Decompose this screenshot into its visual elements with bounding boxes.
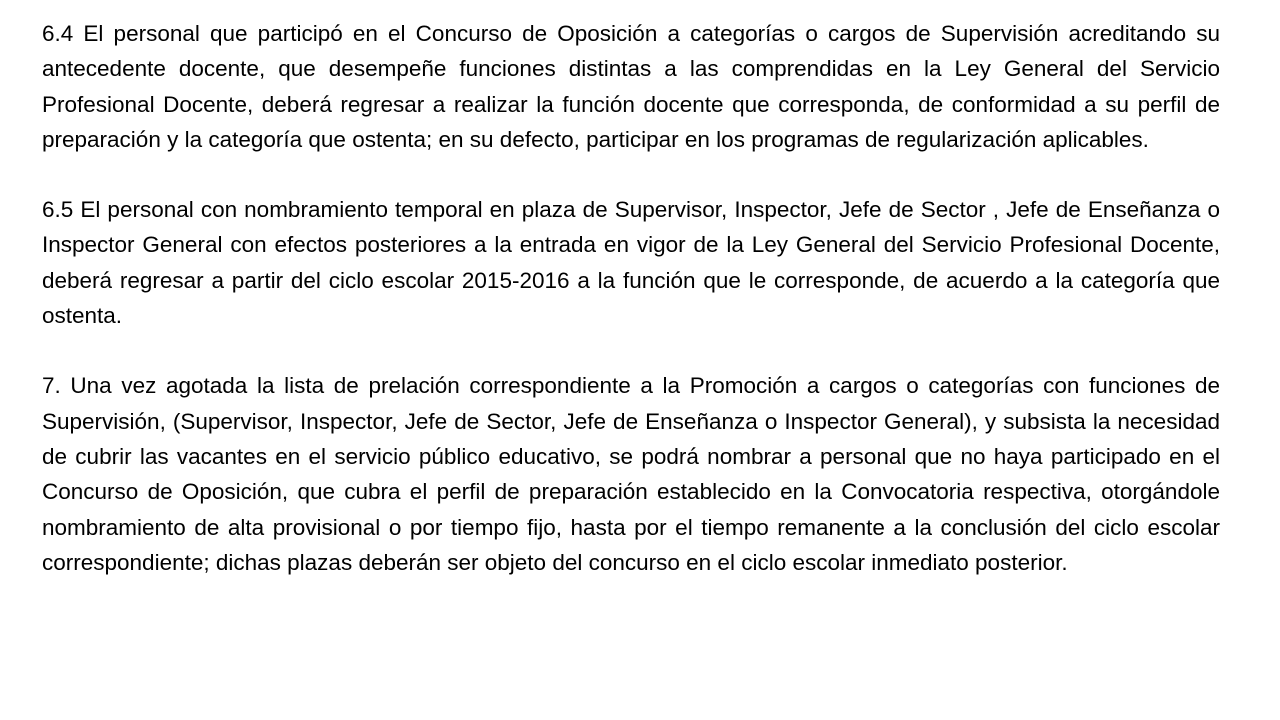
paragraph-spacer (42, 157, 1220, 192)
document-body (42, 16, 1220, 580)
paragraph-spacer (42, 333, 1220, 368)
paragraph-6-4: 6.4 El personal que participó en el Concurso de Oposición a categorías o cargos de Supervisión acreditando su antecedente docente, que desempeñe funciones distintas a las comprendidas en la Ley General del Servicio Profesional Docente, deberá regresar a realizar la función docente que corresponda, de conformidad a su perfil de preparación y la categoría que ostenta; en su defecto, participar en los programas de regularización aplicables. (42, 21, 1220, 152)
paragraph-7: 7. Una vez agotada la lista de prelación correspondiente a la Promoción a cargos o categorías con funciones de Supervisión, (Supervisor, Inspector, Jefe de Sector, Jefe de Enseñanza o Inspector General), y subsista la necesidad de cubrir las vacantes en el servicio público educativo, se podrá nombrar a personal que no haya participado en el Concurso de Oposición, que cubra el perfil de preparación establecido en la Convocatoria respectiva, otorgándole nombramiento de alta provisional o por tiempo fijo, hasta por el tiempo remanente a la conclusión del ciclo escolar correspondiente; dichas plazas deberán ser objeto del concurso en el ciclo escolar inmediato posterior. (42, 373, 1220, 575)
paragraph-6-5: 6.5 El personal con nombramiento temporal en plaza de Supervisor, Inspector, Jefe de Sector , Jefe de Enseñanza o Inspector General con efectos posteriores a la entrada en vigor de la Ley General del Servicio Profesional Docente, deberá regresar a partir del ciclo escolar 2015-2016 a la función que le corresponde, de acuerdo a la categoría que ostenta. (42, 197, 1220, 329)
